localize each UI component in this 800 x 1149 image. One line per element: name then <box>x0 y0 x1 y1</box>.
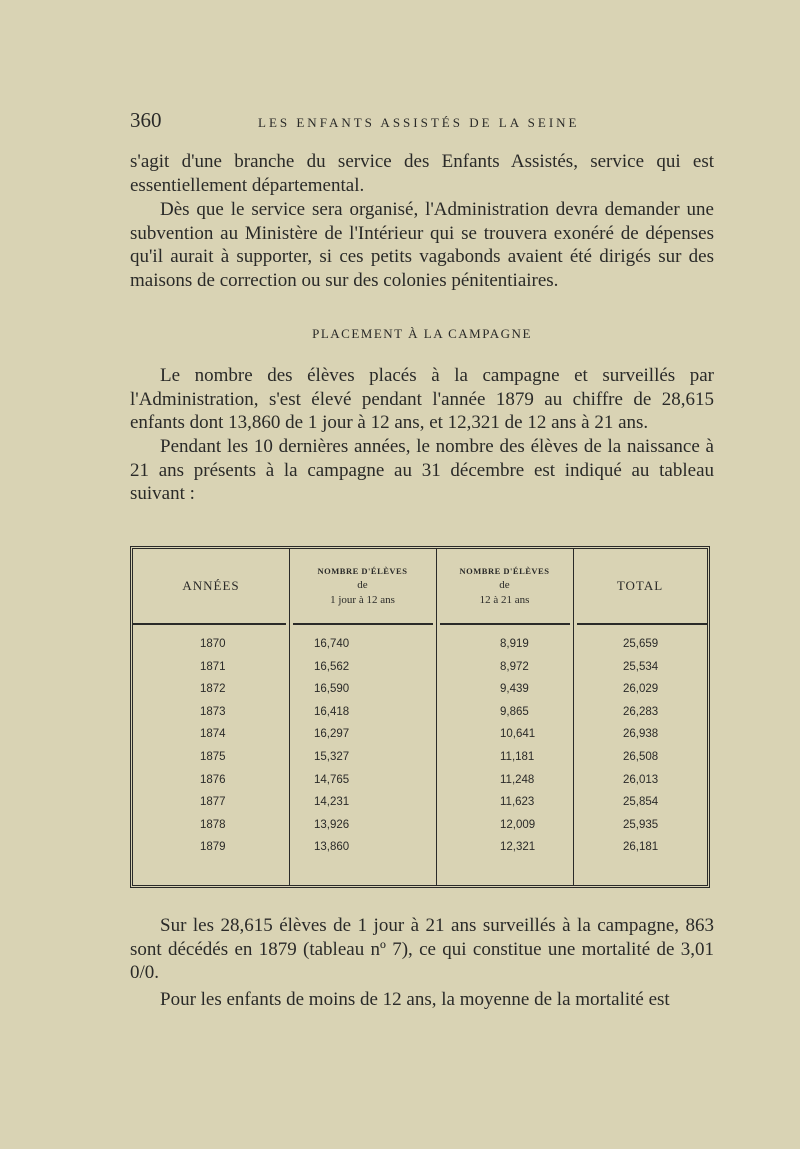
page-header <box>130 108 714 138</box>
table-row <box>133 706 707 729</box>
cell-12-to-21: 10,641 <box>500 728 536 741</box>
column-header-1-to-12 <box>289 549 436 623</box>
cell-year: 1879 <box>200 841 226 854</box>
cell-total: 26,508 <box>623 750 659 763</box>
cell-total: 26,181 <box>623 841 659 854</box>
table-row <box>133 661 707 684</box>
cell-total: 25,935 <box>623 818 659 831</box>
table-row <box>133 841 707 864</box>
header-label: 1 jour à 12 ans <box>330 594 395 606</box>
paragraph-table-intro: Pendant les 10 dernières années, le nombre des élèves de la naissance à 21 ans présents à la campagne au 31 décembre est indiqué au tableau suivant : <box>130 436 714 505</box>
cell-1-to-12: 16,562 <box>314 660 350 673</box>
cell-total: 26,938 <box>623 728 659 741</box>
cell-1-to-12: 15,327 <box>314 750 350 763</box>
table-row <box>133 638 707 661</box>
header-years-label: ANNÉES <box>182 578 240 593</box>
cell-1-to-12: 13,926 <box>314 818 350 831</box>
table-body <box>133 638 707 864</box>
column-header-12-to-21 <box>436 549 573 623</box>
cell-total: 26,013 <box>623 773 659 786</box>
cell-1-to-12: 16,297 <box>314 728 350 741</box>
paragraph-mortality: Sur les 28,615 élèves de 1 jour à 21 ans surveillés à la campagne, 863 sont décédés en 1879 (tableau nº 7), ce qui constitue une mortalité de 3,01 0/0. <box>130 915 714 984</box>
table-row <box>133 774 707 797</box>
cell-year: 1876 <box>200 773 226 786</box>
running-title: LES ENFANTS ASSISTÉS DE LA SEINE <box>258 115 580 130</box>
cell-year: 1878 <box>200 818 226 831</box>
header-rule <box>440 623 570 625</box>
cell-total: 25,659 <box>623 638 659 650</box>
cell-1-to-12: 16,418 <box>314 705 350 718</box>
cell-12-to-21: 9,439 <box>500 683 529 696</box>
table-row <box>133 796 707 819</box>
paragraph-continuation: s'agit d'une branche du service des Enfants Assistés, service qui est essentiellement départemental. <box>130 151 714 196</box>
cell-1-to-12: 16,740 <box>314 638 350 650</box>
header-label: 12 à 21 ans <box>479 594 530 606</box>
cell-total: 26,283 <box>623 705 659 718</box>
section-title: PLACEMENT À LA CAMPAGNE <box>312 326 532 341</box>
header-label: NOMBRE D'ÉLÈVES <box>317 566 408 576</box>
cell-12-to-21: 8,972 <box>500 660 529 673</box>
header-rule <box>293 623 433 625</box>
column-header-years <box>133 549 289 623</box>
cell-year: 1877 <box>200 796 226 809</box>
cell-1-to-12: 14,231 <box>314 796 350 809</box>
paragraph-subvention: Dès que le service sera organisé, l'Administration devra demander une subvention au Ministère de l'Intérieur qui se trouvera exonéré de dépenses qu'il aurait à supporter, si ces petits vagabonds avaient été dirigés sur des maisons de correction ou sur des colonies pénitentiaires. <box>130 199 714 291</box>
paragraph-under-12: Pour les enfants de moins de 12 ans, la moyenne de la mortalité est <box>160 989 670 1010</box>
cell-year: 1874 <box>200 728 226 741</box>
header-total-label: TOTAL <box>616 578 664 593</box>
cell-year: 1873 <box>200 705 226 718</box>
column-header-total <box>573 549 707 623</box>
students-table <box>130 546 710 888</box>
table-row <box>133 819 707 842</box>
header-label: de <box>499 579 510 591</box>
paragraph-placement: Le nombre des élèves placés à la campagne et surveillés par l'Administration, s'est élevé pendant l'année 1879 au chiffre de 28,615 enfants dont 13,860 de 1 jour à 12 ans, et 12,321 de 12 ans à 21 ans. <box>130 365 714 434</box>
cell-total: 26,029 <box>623 683 659 696</box>
cell-1-to-12: 14,765 <box>314 773 350 786</box>
cell-12-to-21: 11,181 <box>500 750 535 763</box>
cell-year: 1871 <box>200 660 226 673</box>
cell-year: 1872 <box>200 683 226 696</box>
cell-total: 25,854 <box>623 796 659 809</box>
cell-1-to-12: 16,590 <box>314 683 350 696</box>
cell-12-to-21: 11,248 <box>500 773 535 786</box>
header-label: de <box>357 579 368 591</box>
cell-12-to-21: 8,919 <box>500 638 529 650</box>
table-row <box>133 728 707 751</box>
cell-12-to-21: 11,623 <box>500 796 535 809</box>
header-rule <box>577 623 707 625</box>
table-row <box>133 683 707 706</box>
cell-12-to-21: 12,321 <box>500 841 536 854</box>
cell-year: 1875 <box>200 750 226 763</box>
page-number: 360 <box>130 108 162 132</box>
cell-total: 25,534 <box>623 660 659 673</box>
cell-12-to-21: 12,009 <box>500 818 536 831</box>
cell-1-to-12: 13,860 <box>314 841 350 854</box>
header-label: NOMBRE D'ÉLÈVES <box>459 566 550 576</box>
table-row <box>133 751 707 774</box>
cell-12-to-21: 9,865 <box>500 705 529 718</box>
header-rule <box>133 623 286 625</box>
cell-year: 1870 <box>200 638 226 650</box>
